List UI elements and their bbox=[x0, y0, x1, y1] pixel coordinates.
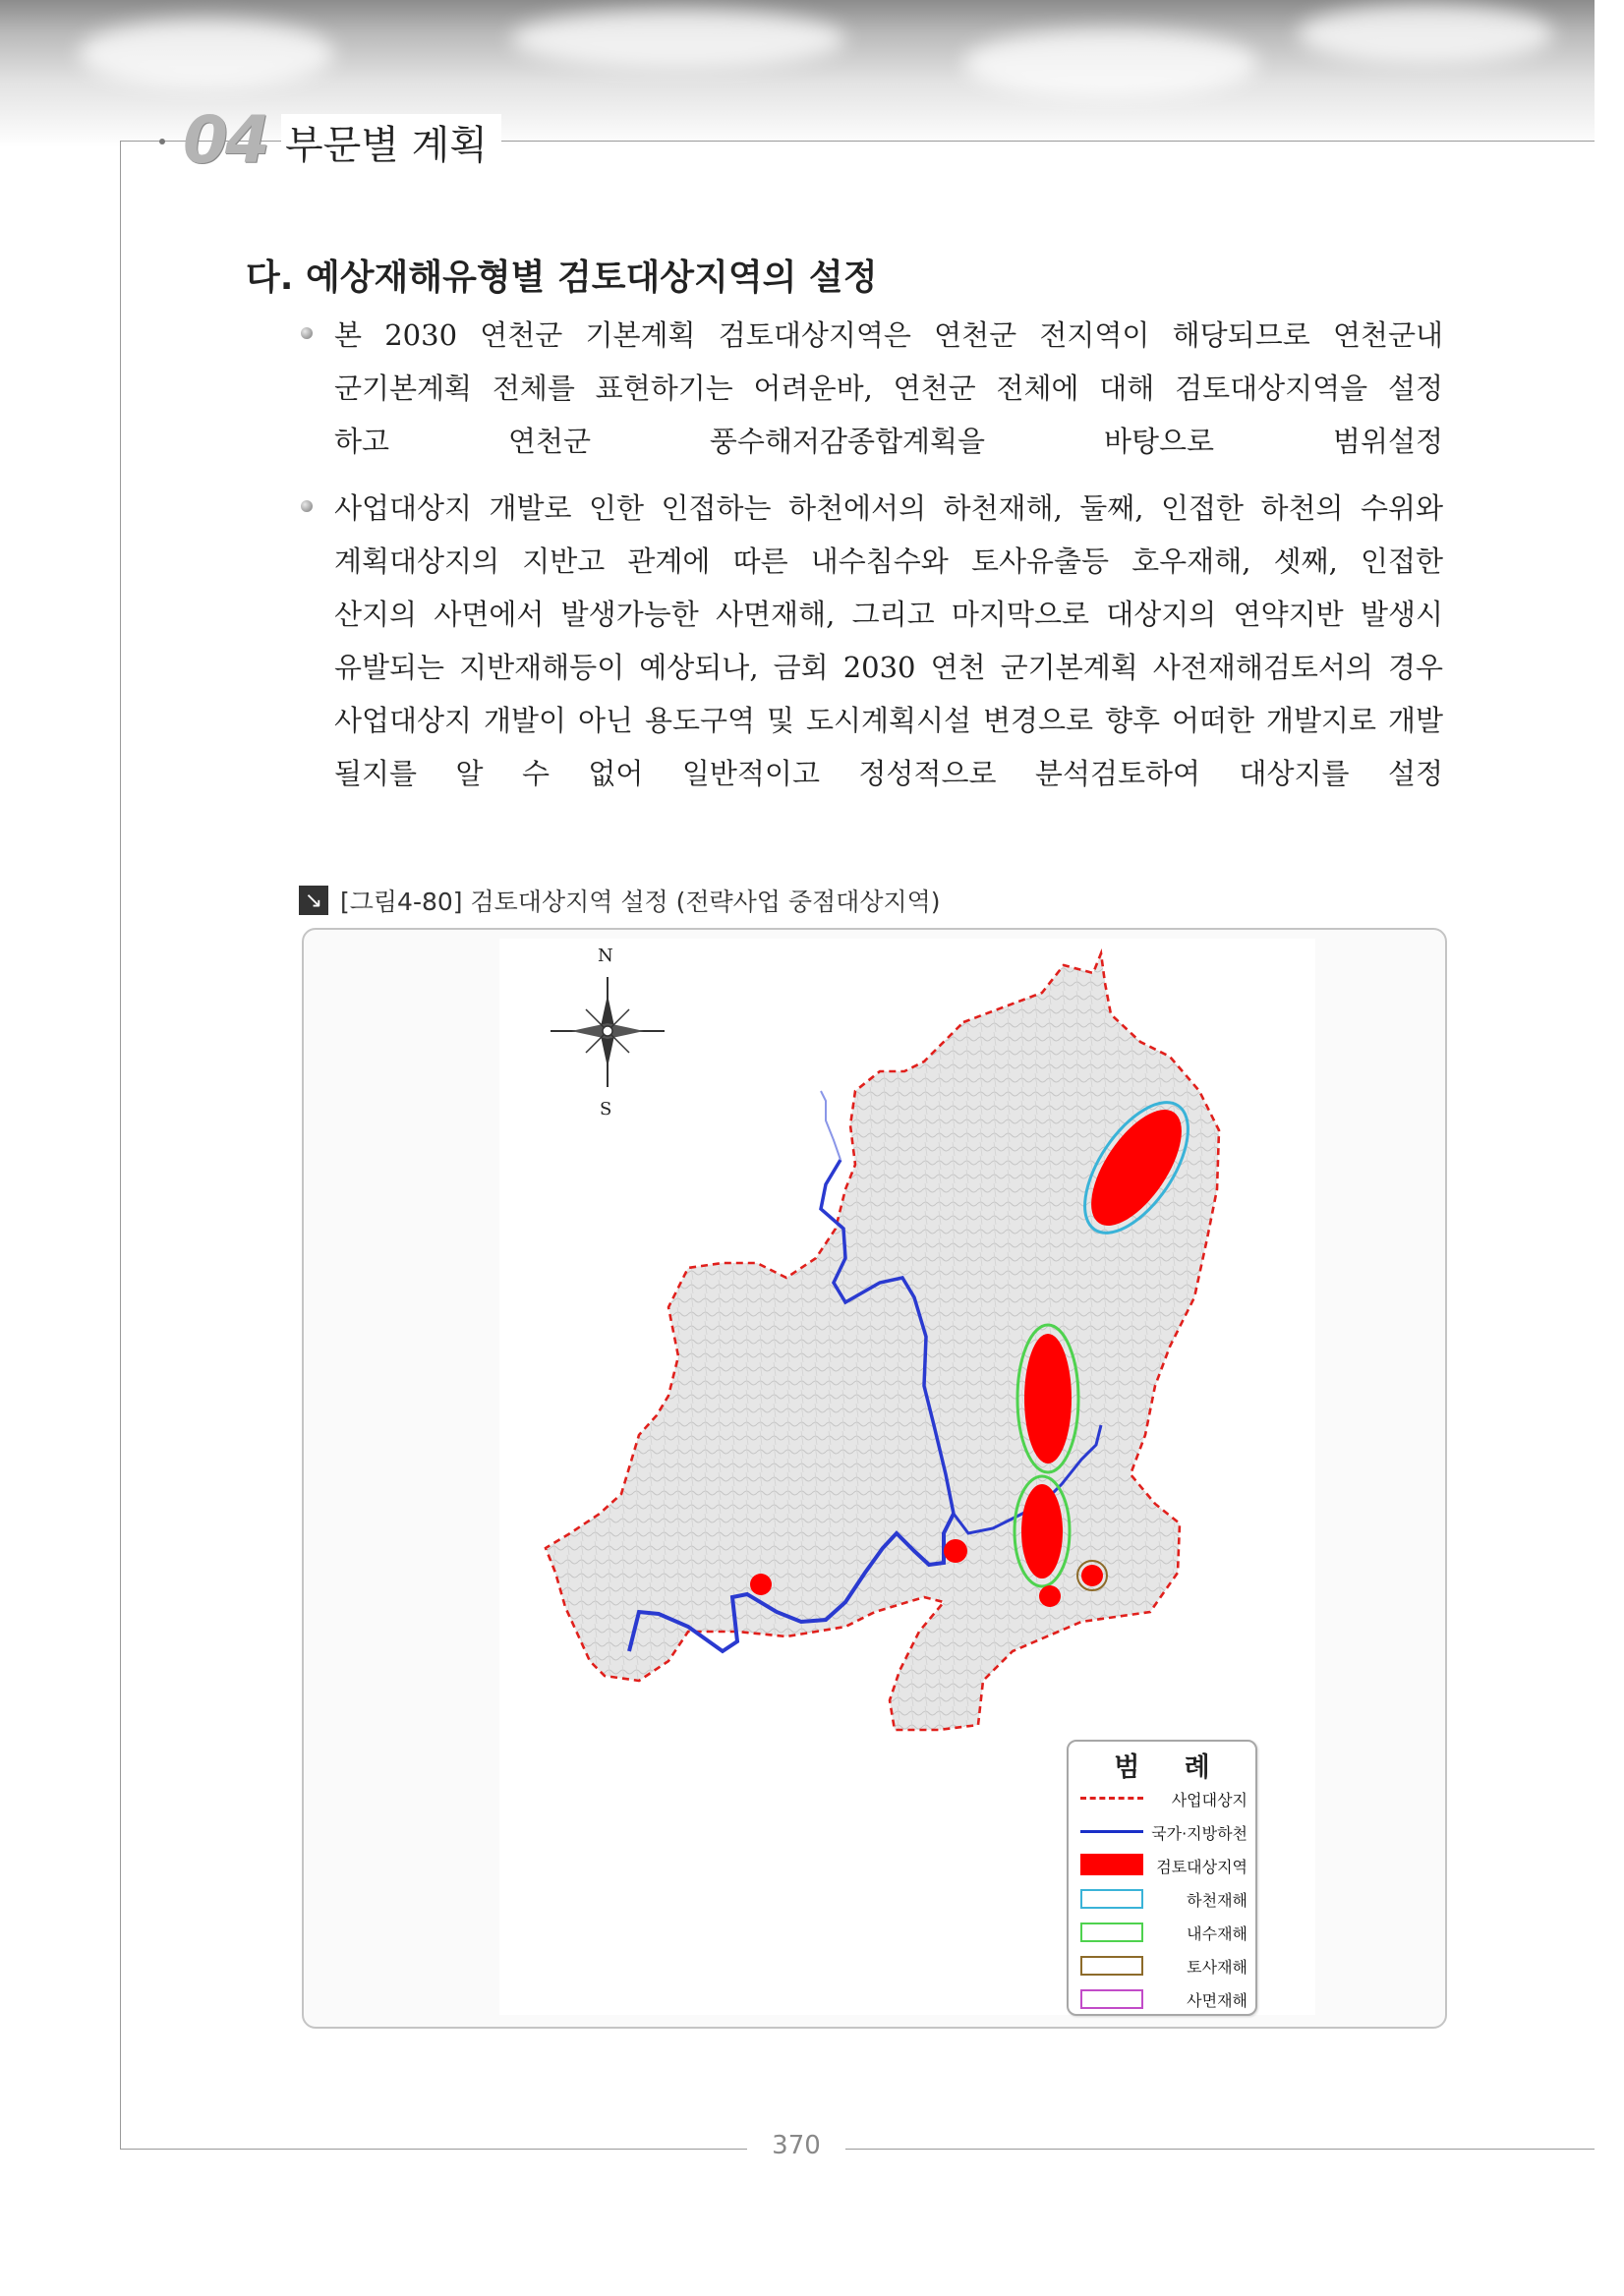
risk-zone-south bbox=[1015, 1476, 1070, 1586]
risk-point bbox=[750, 1574, 772, 1595]
dashed-line-icon bbox=[1080, 1797, 1143, 1800]
paragraph-line: 본 2030 연천군 기본계획 검토대상지역은 연천군 전지역이 해당되므로 연천군내 bbox=[334, 318, 1443, 352]
legend-label: 국가·지방하천 bbox=[1151, 1824, 1247, 1843]
compass-north-label: N bbox=[598, 946, 613, 966]
risk-point bbox=[1081, 1565, 1103, 1586]
paragraph-line: 산지의 사면에서 발생가능한 사면재해, 그리고 마지막으로 대상지의 연약지반 발생시 bbox=[334, 598, 1443, 631]
arrow-down-right-icon: ↘ bbox=[299, 886, 328, 915]
map-legend bbox=[1067, 1740, 1257, 2016]
risk-zone-central bbox=[1017, 1325, 1078, 1472]
paragraph-line: 계획대상지의 지반고 관계에 따른 내수침수와 토사유출등 호우재해, 셋째, 인접한 bbox=[334, 545, 1443, 578]
legend-label: 검토대상지역 bbox=[1156, 1858, 1247, 1876]
paragraph-line: 유발되는 지반재해등이 예상되나, 금회 2030 연천 군기본계획 사전재해검토서의 경우 bbox=[334, 651, 1443, 684]
legend-item bbox=[1069, 1781, 1255, 1814]
compass-rose-icon bbox=[551, 977, 665, 1087]
legend-title: 범 례 bbox=[1114, 1752, 1228, 1783]
fill-swatch-icon bbox=[1080, 1854, 1143, 1875]
paragraph-line: 될지를 알 수 없어 일반적이고 정성적으로 분석검토하여 대상지를 설정 bbox=[334, 757, 1443, 790]
outline-swatch-icon bbox=[1080, 1923, 1143, 1942]
legend-item bbox=[1069, 1948, 1255, 1981]
river-path bbox=[821, 1091, 841, 1160]
paragraph-line: 군기본계획 전체를 표현하기는 어려운바, 연천군 전체에 대해 검토대상지역을 설정 bbox=[334, 372, 1443, 405]
outline-swatch-icon bbox=[1080, 1956, 1143, 1976]
outline-swatch-icon bbox=[1080, 1889, 1143, 1909]
outline-swatch-icon bbox=[1080, 1989, 1143, 2009]
paragraph-line: 사업대상지 개발로 인한 인접하는 하천에서의 하천재해, 둘째, 인접한 하천의 수위와 bbox=[334, 491, 1443, 525]
risk-point bbox=[944, 1539, 967, 1563]
legend-item bbox=[1069, 1848, 1255, 1881]
legend-item bbox=[1069, 1915, 1255, 1948]
legend-item bbox=[1069, 1881, 1255, 1915]
page-number: 370 bbox=[772, 2131, 821, 2160]
legend-item bbox=[1069, 1814, 1255, 1848]
legend-label: 토사재해 bbox=[1187, 1958, 1247, 1977]
compass-south-label: S bbox=[600, 1099, 612, 1119]
chapter-title: 부문별 계획 bbox=[281, 114, 501, 170]
legend-item bbox=[1069, 1981, 1255, 2015]
legend-label: 사업대상지 bbox=[1171, 1791, 1247, 1809]
legend-label: 내수재해 bbox=[1187, 1924, 1247, 1943]
legend-label: 하천재해 bbox=[1187, 1891, 1247, 1910]
line-icon bbox=[1080, 1830, 1143, 1833]
paragraph-line: 사업대상지 개발이 아닌 용도구역 및 도시계획시설 변경으로 향후 어떠한 개발지로 개발 bbox=[334, 704, 1443, 737]
risk-point bbox=[1039, 1585, 1061, 1607]
footer-rule bbox=[120, 2149, 747, 2150]
legend-label: 사면재해 bbox=[1187, 1991, 1247, 2010]
figure-caption-text: [그림4-80] 검토대상지역 설정 (전략사업 중점대상지역) bbox=[340, 888, 941, 916]
paragraph-line: 하고 연천군 풍수해저감종합계획을 바탕으로 범위설정 bbox=[334, 425, 1443, 458]
section-title: 다. 예상재해유형별 검토대상지역의 설정 bbox=[246, 258, 878, 298]
chapter-number: 04 bbox=[183, 102, 267, 178]
footer-rule bbox=[845, 2149, 1595, 2150]
